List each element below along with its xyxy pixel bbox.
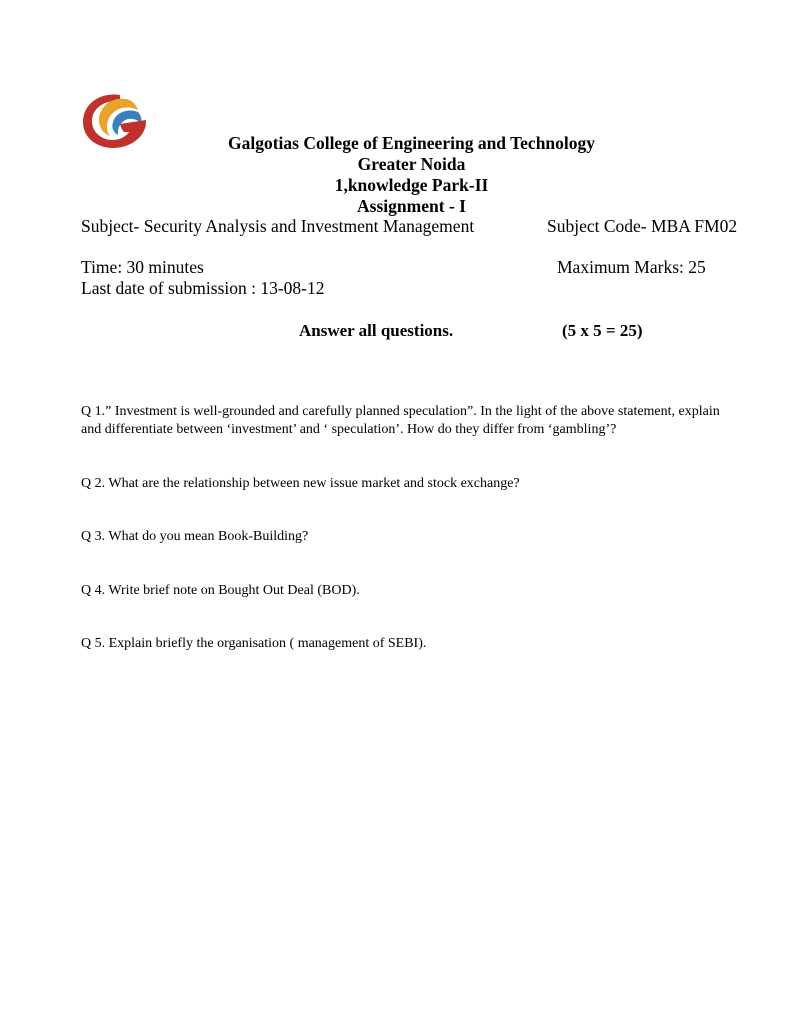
time-limit: Time: 30 minutes [81,257,204,277]
college-name: Galgotias College of Engineering and Technology [227,133,596,153]
subject-line: Subject- Security Analysis and Investment Management [81,216,475,236]
instruction-text: Answer all questions. [299,321,454,340]
assignment-title: Assignment - I [357,196,466,216]
college-city: Greater Noida [357,154,466,174]
question-5: Q 5. Explain briefly the organisation ( management of SEBI). [81,636,427,651]
marks-scheme: (5 x 5 = 25) [562,321,643,340]
question-4: Q 4. Write brief note on Bought Out Deal (BOD). [81,583,360,598]
question-1: Q 1.” Investment is well-grounded and carefully planned speculation”. In the light of the above statement, explain and differentiate between ‘investment’ and ‘ speculation’. How do they differ from ‘gambling’? [81,404,720,437]
subject-code: Subject Code- MBA FM02 [547,216,738,236]
question-2: Q 2. What are the relationship between new issue market and stock exchange? [81,476,520,491]
maximum-marks: Maximum Marks: 25 [557,257,706,277]
question-3: Q 3. What do you mean Book-Building? [81,529,309,544]
submission-date: Last date of submission : 13-08-12 [81,278,325,298]
college-address: 1,knowledge Park-II [334,175,489,195]
logo-red-tail [120,120,146,132]
